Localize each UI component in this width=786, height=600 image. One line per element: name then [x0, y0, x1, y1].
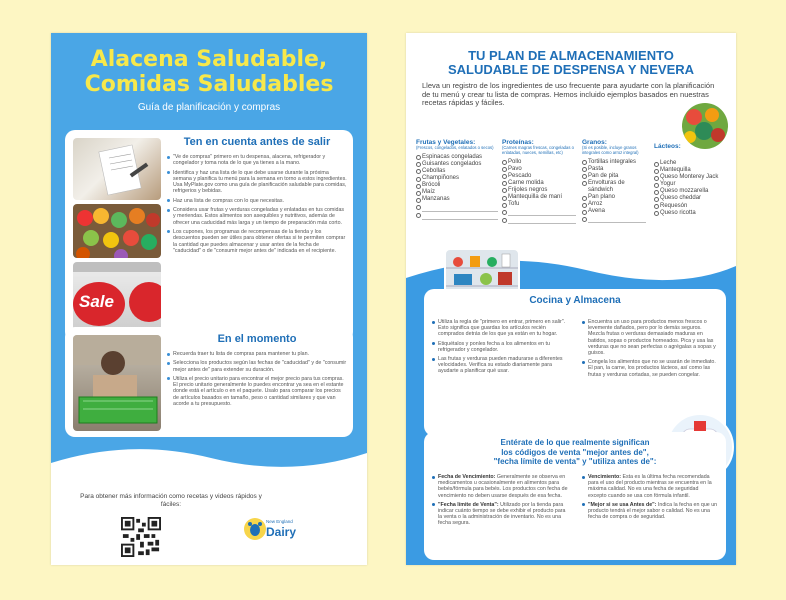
column-dairy: [654, 143, 728, 217]
column-grains: [582, 139, 650, 223]
right-brochure-page: [406, 33, 736, 565]
column-proteins: [502, 139, 580, 224]
list-item: Los cupones, los programas de recompensas de la tienda y los descuentos pueden ser útiles para obtener ofertas si te permiten comprar la cantidad que puedes almacenar y usar antes de la fecha de "caducidad" o de "consumir mejor antes de" indicada en el recipiente.: [167, 229, 347, 254]
column-heading: Lácteos:: [654, 143, 681, 150]
list-item[interactable]: Cebollas: [416, 168, 502, 175]
blank-list-item[interactable]: [502, 216, 580, 224]
blank-list-item[interactable]: [416, 212, 502, 220]
list-item: Congela los alimentos que no se usarán de inmediato. El pan, la carne, los productos lácteos, así como las frutas y verduras cortadas, se pueden congelar.: [582, 359, 718, 378]
before-you-go-list: [167, 154, 347, 254]
in-the-moment-list: [167, 351, 347, 407]
grocery-cart-illustration-icon: [73, 335, 161, 431]
grocery-cart-photo: [73, 335, 161, 431]
list-item[interactable]: Brócoli: [416, 182, 502, 189]
blank-list-item[interactable]: [502, 208, 580, 216]
date-codes-heading: [424, 432, 726, 467]
date-codes-heading-line1: Entérate de lo que realmente significan: [500, 438, 650, 447]
logo-small-text: New England: [266, 519, 293, 524]
cow-logo-icon: [244, 515, 266, 543]
in-the-moment-heading: En el momento: [217, 333, 297, 345]
logo-main-text: Dairy: [266, 525, 297, 539]
shopping-list-photo: [73, 138, 161, 200]
list-item[interactable]: Tortillas integrales: [582, 159, 650, 166]
right-title: [406, 49, 736, 77]
list-item[interactable]: Manzanas: [416, 196, 502, 203]
produce-illustration-icon: [73, 204, 161, 258]
term-label: Fecha de Vencimiento:: [438, 474, 496, 480]
term-label: "Fecha límite de Venta":: [438, 501, 499, 508]
column-heading: Frutas y Vegetales:: [416, 139, 476, 146]
list-item[interactable]: Guisantes congelados: [416, 161, 502, 168]
list-item: [582, 474, 718, 499]
before-you-go-card: [65, 130, 353, 342]
produce-photo: [73, 204, 161, 258]
term-text: Utilizado por la tienda para indicar cuánto tiempo se debe exhibir el producto para la venta o la administración de inventario. No es una fecha segura.: [438, 501, 566, 527]
list-item: Las frutas y verduras pueden madurarse a diferentes velocidades. Verifica su estado diariamente para ayudarte a planificar qué usar.: [432, 356, 572, 375]
column-note: (Si es posible, incluye granos integrales como arroz integral): [582, 145, 639, 155]
date-codes-right-list: [582, 474, 718, 523]
list-item[interactable]: Carne molida: [502, 180, 580, 187]
left-brochure-page: [51, 33, 367, 565]
list-item[interactable]: Frijoles negros: [502, 187, 580, 194]
list-item: Identifica y haz una lista de lo que debe usarse durante la próxima semana y planifica tu menú para la semana en torno a estos ingredientes. Usa MyPlate.gov como una guía de planificación saludable para comidas, refrigerios y bebidas.: [167, 170, 347, 195]
shopping-list-illustration-icon: [73, 138, 161, 200]
sale-sign-text: Sale: [79, 292, 114, 311]
dairy-logo: [244, 511, 297, 547]
list-item[interactable]: Pasta: [582, 166, 650, 173]
list-item: Utiliza el precio unitario para encontrar el mejor precio para tus compras. El precio unitario generalmente lo puedes encontrar ya sea en el estante donde está el artículo o en el paquete. Usalo para comparar los precios de artículos basados en tamaño, peso o cantidad similares y que van acorde a tu presupuesto.: [167, 376, 347, 407]
list-item[interactable]: Mantequilla: [654, 167, 728, 174]
term-label: "Mejor si se usa Antes de":: [588, 501, 657, 508]
column-heading: Granos:: [582, 139, 607, 146]
list-item: Selecciona los productos según las fechas de "caducidad" y de "consumir mejor antes de" para extender su duración.: [167, 360, 347, 373]
sale-sign-photo: [73, 262, 161, 334]
date-codes-left-list: [432, 474, 570, 530]
list-item[interactable]: Arroz: [582, 201, 650, 208]
column-note: (Frescos, congelados, enlatados o secos): [416, 145, 494, 150]
list-item: Etiquétalos y ponles fecha a los alimentos en tu refrigerador y congelador.: [432, 341, 572, 353]
term-text: Generalmente se observa en medicamentos u ocasionalmente en alimentos para bebés/fórmula para bebés. Los productos con fecha de vencimiento no deben usarse después de esa fecha.: [438, 474, 568, 499]
list-item: [582, 502, 718, 521]
left-title: [51, 47, 367, 97]
term-label: Vencimiento:: [588, 474, 621, 480]
column-fruits-vegetables: [416, 139, 502, 220]
list-item: Encuentra un uso para productos menos frescos o levemente dañados, pero por lo demás seguros. Mezcla frutas o verduras demasiado maduras en batidos, sopas o productos horneados. Pica y usa las verduras que no sean perfectas o agrégalas a sopas y guisos.: [582, 319, 718, 356]
list-item[interactable]: Pan plano: [582, 194, 650, 201]
list-item[interactable]: Pescado: [502, 173, 580, 180]
more-info-text: Para obtener más información como recetas y videos rápidos y fáciles:: [80, 493, 262, 508]
list-item: "Ve de compras" primero en tu despensa, alacena, refrigerador y congelador y toma nota de lo que ya tienes a la mano.: [167, 154, 347, 167]
left-title-line1: Alacena Saludable,: [90, 47, 328, 72]
list-item[interactable]: Champiñones: [416, 175, 502, 182]
in-the-moment-card: [65, 327, 353, 437]
list-item[interactable]: Envolturas de sándwich: [582, 180, 642, 194]
date-codes-heading-line2: los códigos de venta "mejor antes de",: [501, 447, 649, 457]
list-item[interactable]: Avena: [582, 208, 650, 215]
qr-code-icon[interactable]: [121, 517, 161, 557]
column-note: (Carnes magras frescas, congeladas o enlatadas, nueces, semillas, etc): [502, 145, 574, 155]
cook-and-store-card: [424, 289, 726, 436]
left-subtitle: Guía de planificación y compras: [137, 102, 281, 113]
blank-list-item[interactable]: [416, 203, 502, 211]
cook-and-store-right-list: [582, 319, 718, 381]
right-title-line2: SALUDABLE DE DESPENSA Y NEVERA: [447, 62, 695, 77]
list-item[interactable]: Queso cheddar: [654, 195, 728, 202]
list-item: [432, 474, 570, 499]
list-item[interactable]: Pan de pita: [582, 173, 650, 180]
list-item[interactable]: Leche: [654, 160, 728, 167]
list-item[interactable]: Pavo: [502, 166, 580, 173]
date-codes-card: [424, 432, 726, 560]
list-item[interactable]: Queso mozzarella: [654, 188, 728, 195]
right-title-line1: TU PLAN DE ALMACENAMIENTO: [468, 48, 674, 63]
column-heading: Proteínas:: [502, 139, 534, 146]
term-text: Indica la fecha en que un producto tendrá el mejor sabor o calidad. No es una fecha de compra o de seguridad.: [588, 501, 718, 521]
list-item[interactable]: Pollo: [502, 159, 580, 166]
cook-and-store-left-list: [432, 319, 572, 378]
list-item[interactable]: Maíz: [416, 189, 502, 196]
left-title-line2: Comidas Saludables: [84, 72, 334, 97]
before-you-go-heading: Ten en cuenta antes de salir: [183, 136, 331, 148]
list-item: Recuerda traer tu lista de compras para mantener tu plan.: [167, 351, 347, 357]
list-item[interactable]: Requesón: [654, 203, 728, 210]
cook-and-store-heading: Cocina y Almacena: [529, 295, 621, 306]
list-item[interactable]: Tofu: [502, 201, 580, 208]
date-codes-heading-line3: "fecha límite de venta" y "utiliza antes de":: [493, 457, 657, 466]
list-item: Haz una lista de compras con lo que necesitas.: [167, 198, 347, 204]
list-item[interactable]: Espinacas congeladas: [416, 154, 502, 161]
term-text: Esta es la última fecha recomendada para el uso del producto mientras se encuentra en la máxima calidad. No es una fecha de seguridad excepto cuando se usa con fórmula infantil.: [588, 474, 712, 499]
list-item: [432, 502, 570, 527]
list-item[interactable]: Mantequilla de maní: [502, 194, 580, 201]
list-item[interactable]: Queso Monterey Jack: [654, 174, 722, 181]
list-item[interactable]: Queso ricotta: [654, 210, 728, 217]
list-item: Considera usar frutas y verduras congeladas y enlatadas en tus comidas y meriendas. Estos alimentos son asequibles y nutritivos, además de ofrecer una caducidad más larga y un tiempo de preparación más corto.: [167, 207, 347, 226]
list-item: Utiliza la regla de "primero en entrar, primero en salir". Esto significa que guardas los artículos recién comprados detrás de los que ya están en tu hogar.: [432, 319, 572, 338]
right-intro: Lleva un registro de los ingredientes de uso frecuente para ayudarte con la planificación de tu menú y crear tu lista de compras. Hemos incluido ejemplos basados en nuestras recetas rápidas y fáciles.: [422, 81, 715, 108]
blank-list-item[interactable]: [582, 215, 650, 223]
list-item[interactable]: Yogur: [654, 181, 728, 188]
